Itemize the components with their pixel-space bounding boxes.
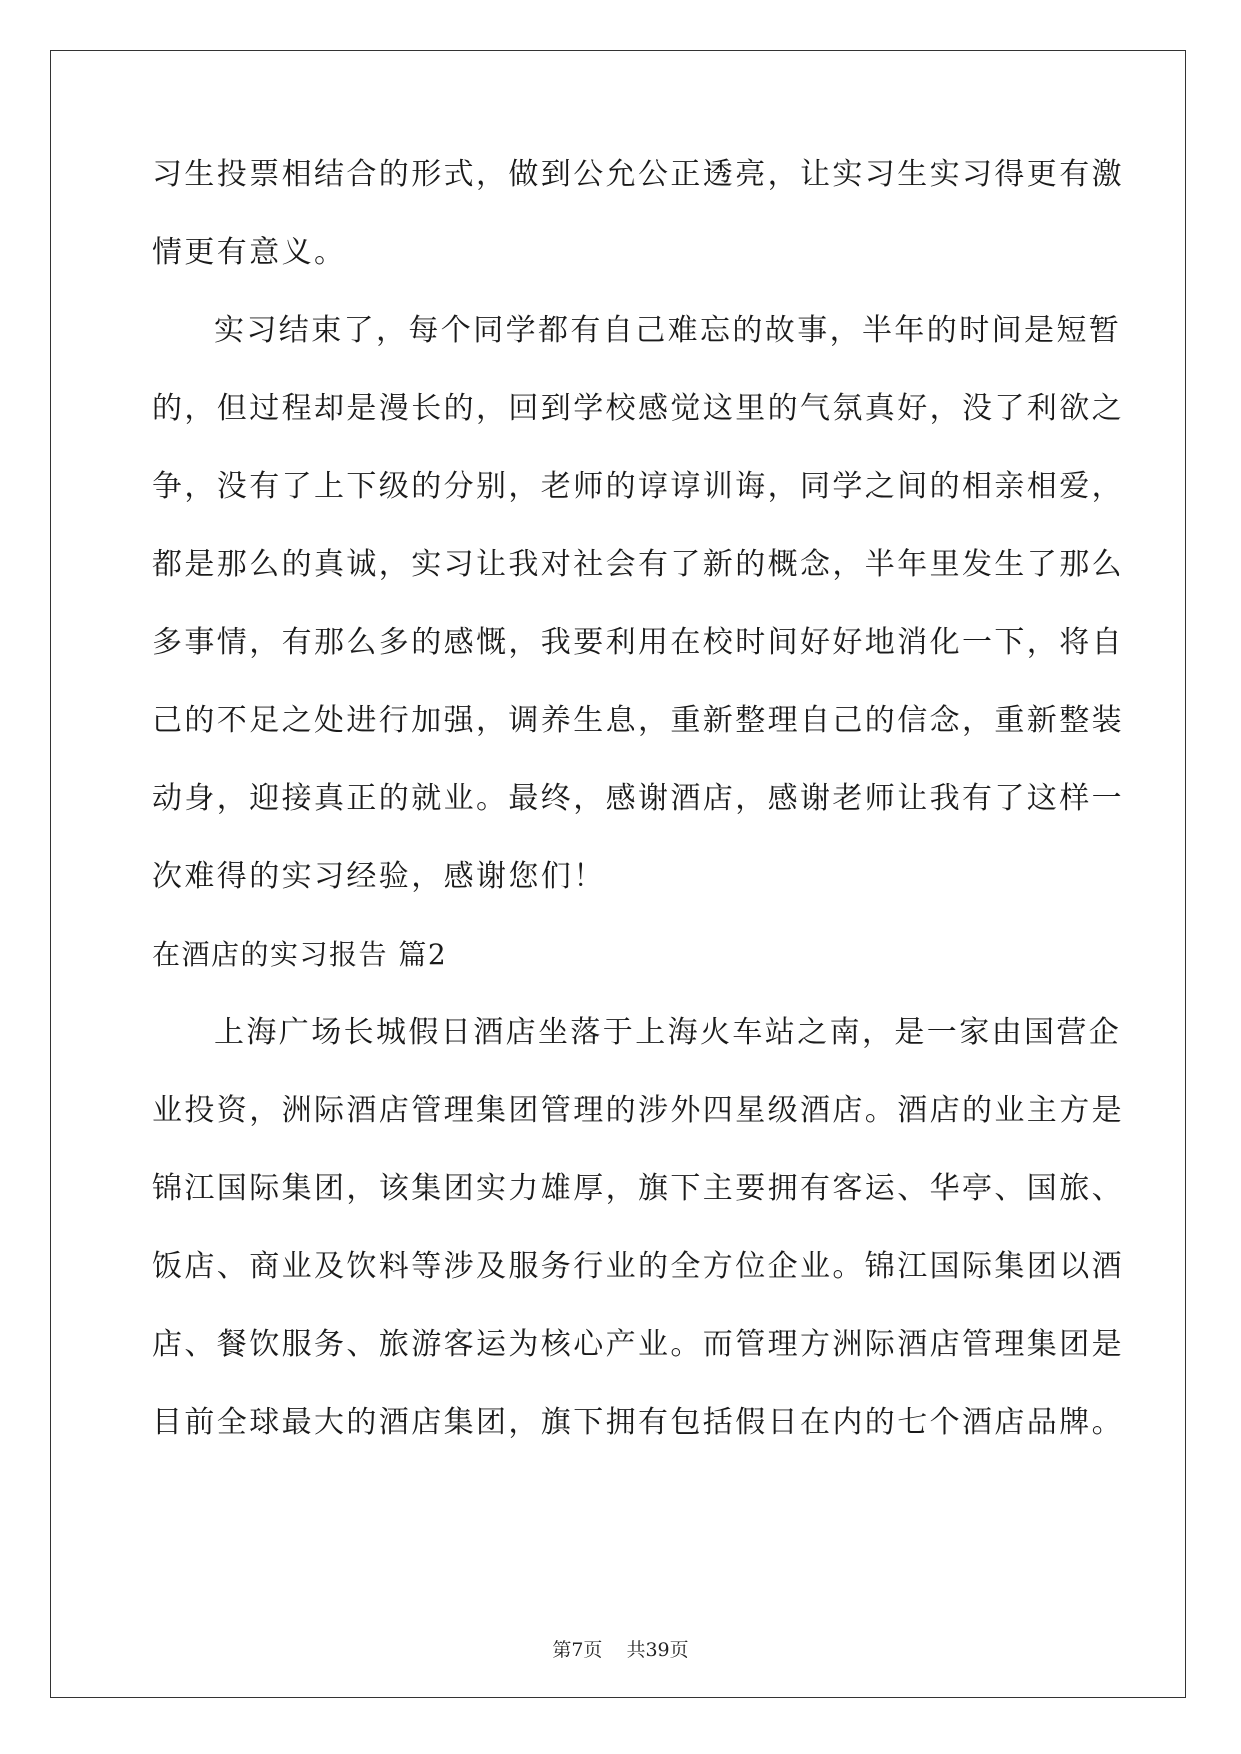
text-line: 的，但过程却是漫长的，回到学校感觉这里的气氛真好，没了利欲之 — [152, 391, 1124, 426]
paragraph-start-line: 实习结束了，每个同学都有自己难忘的故事，半年的时间是短暂 — [214, 313, 1122, 348]
document-body — [152, 157, 1124, 1486]
text-line: 都是那么的真诚，实习让我对社会有了新的概念，半年里发生了那么 — [152, 547, 1124, 582]
text-line: 目前全球最大的酒店集团，旗下拥有包括假日在内的七个酒店品牌。 — [152, 1405, 1124, 1440]
section-heading: 在酒店的实习报告 篇2 — [152, 938, 448, 971]
text-line: 锦江国际集团，该集团实力雄厚，旗下主要拥有客运、华亭、国旅、 — [152, 1171, 1124, 1206]
page-footer — [0, 1635, 1241, 1662]
text-line: 动身，迎接真正的就业。最终，感谢酒店，感谢老师让我有了这样一 — [152, 781, 1124, 816]
text-line: 店、餐饮服务、旅游客运为核心产业。而管理方洲际酒店管理集团是 — [152, 1327, 1124, 1362]
text-line: 己的不足之处进行加强，调养生息，重新整理自己的信念，重新整装 — [152, 703, 1124, 738]
text-line: 饭店、商业及饮料等涉及服务行业的全方位企业。锦江国际集团以酒 — [152, 1249, 1124, 1284]
page-total: 共39页 — [626, 1639, 689, 1661]
text-line: 争，没有了上下级的分别，老师的谆谆训诲，同学之间的相亲相爱， — [152, 469, 1124, 504]
text-line: 情更有意义。 — [152, 235, 347, 270]
page-number: 第7页 — [552, 1639, 603, 1661]
text-line: 业投资，洲际酒店管理集团管理的涉外四星级酒店。酒店的业主方是 — [152, 1093, 1124, 1128]
text-line: 多事情，有那么多的感慨，我要利用在校时间好好地消化一下，将自 — [152, 625, 1124, 660]
paragraph-start-line: 上海广场长城假日酒店坐落于上海火车站之南，是一家由国营企 — [214, 1015, 1122, 1050]
text-line: 次难得的实习经验，感谢您们！ — [152, 859, 606, 894]
text-line: 习生投票相结合的形式，做到公允公正透亮，让实习生实习得更有激 — [152, 157, 1124, 192]
